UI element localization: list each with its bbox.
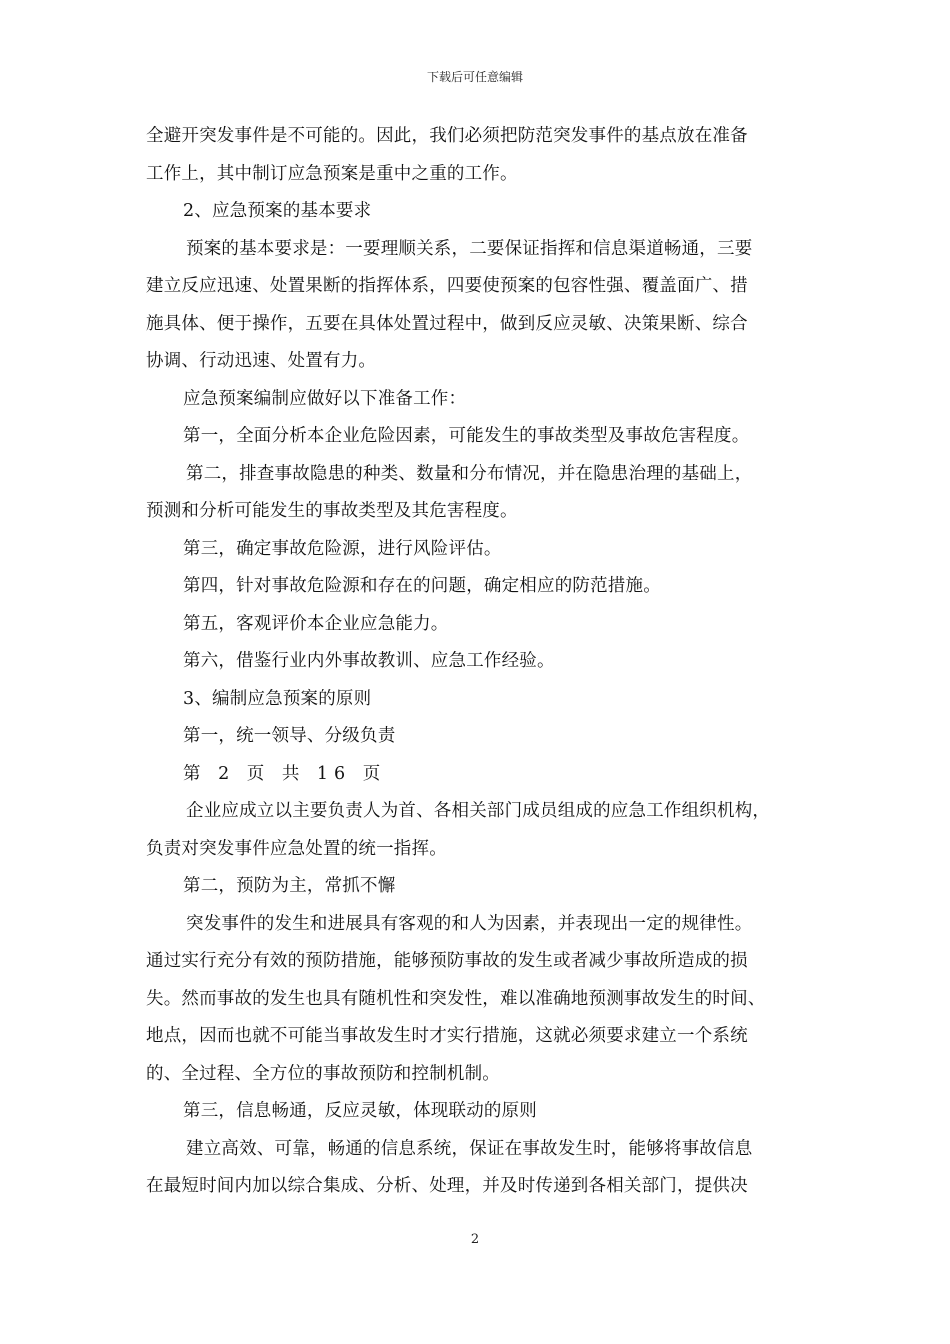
text-line: 第三，确定事故危险源，进行风险评估。 [183,538,502,559]
text-line: 的、全过程、全方位的事故预防和控制机制。 [146,1063,500,1084]
text-line: 地点，因而也就不可能当事故发生时才实行措施，这就必须要求建立一个系统 [146,1026,748,1046]
page-number: 2 [470,1232,480,1247]
text-line: 在最短时间内加以综合集成、分析、处理，并及时传递到各相关部门，提供决 [146,1176,748,1196]
text-line: 3、编制应急预案的原则 [183,688,372,709]
text-line: 建立反应迅速、处置果断的指挥体系，四要使预案的包容性强、覆盖面广、措 [146,276,748,296]
text-line: 工作上，其中制订应急预案是重中之重的工作。 [146,163,518,184]
text-line: 第三，信息畅通，反应灵敏，体现联动的原则 [183,1101,537,1121]
text-line: 第六，借鉴行业内外事故教训、应急工作经验。 [183,651,555,671]
text-line: 第五，客观评价本企业应急能力。 [183,613,449,634]
text-line: 突发事件的发生和进展具有客观的和人为因素，并表现出一定的规律性。 [186,913,753,934]
text-line: 第一，全面分析本企业危险因素，可能发生的事故类型及事故危害程度。 [183,426,750,446]
text-line: 应急预案编制应做好以下准备工作： [183,388,467,409]
text-line: 失。然而事故的发生也具有随机性和突发性，难以准确地预测事故发生的时间、 [146,988,766,1009]
text-line: 协调、行动迅速、处置有力。 [146,351,377,371]
text-line: 通过实行充分有效的预防措施，能够预防事故的发生或者减少事故所造成的损 [146,951,748,971]
text-line: 第 2 页 共 16 页 [183,763,387,784]
text-line: 全避开突发事件是不可能的。因此，我们必须把防范突发事件的基点放在准备 [146,126,748,146]
text-line: 第四，针对事故危险源和存在的问题，确定相应的防范措施。 [183,576,661,596]
page-header: 下载后可任意编辑 [426,70,523,84]
text-line: 预案的基本要求是：一要理顺关系，二要保证指挥和信息渠道畅通，三要 [186,238,753,259]
text-line: 预测和分析可能发生的事故类型及其危害程度。 [146,501,518,521]
text-line: 第二，预防为主，常抓不懈 [183,876,396,896]
text-line: 施具体、便于操作，五要在具体处置过程中，做到反应灵敏、决策果断、综合 [146,313,748,334]
document-body [146,118,808,1206]
text-line: 第一，统一领导、分级负责 [183,726,396,746]
text-line: 2、应急预案的基本要求 [183,201,372,221]
text-line: 第二，排查事故隐患的种类、数量和分布情况，并在隐患治理的基础上， [186,463,753,484]
text-line: 负责对突发事件应急处置的统一指挥。 [146,838,447,859]
text-line: 建立高效、可靠，畅通的信息系统，保证在事故发生时，能够将事故信息 [186,1138,753,1159]
text-line: 企业应成立以主要负责人为首、各相关部门成员组成的应急工作组织机构， [186,801,771,821]
